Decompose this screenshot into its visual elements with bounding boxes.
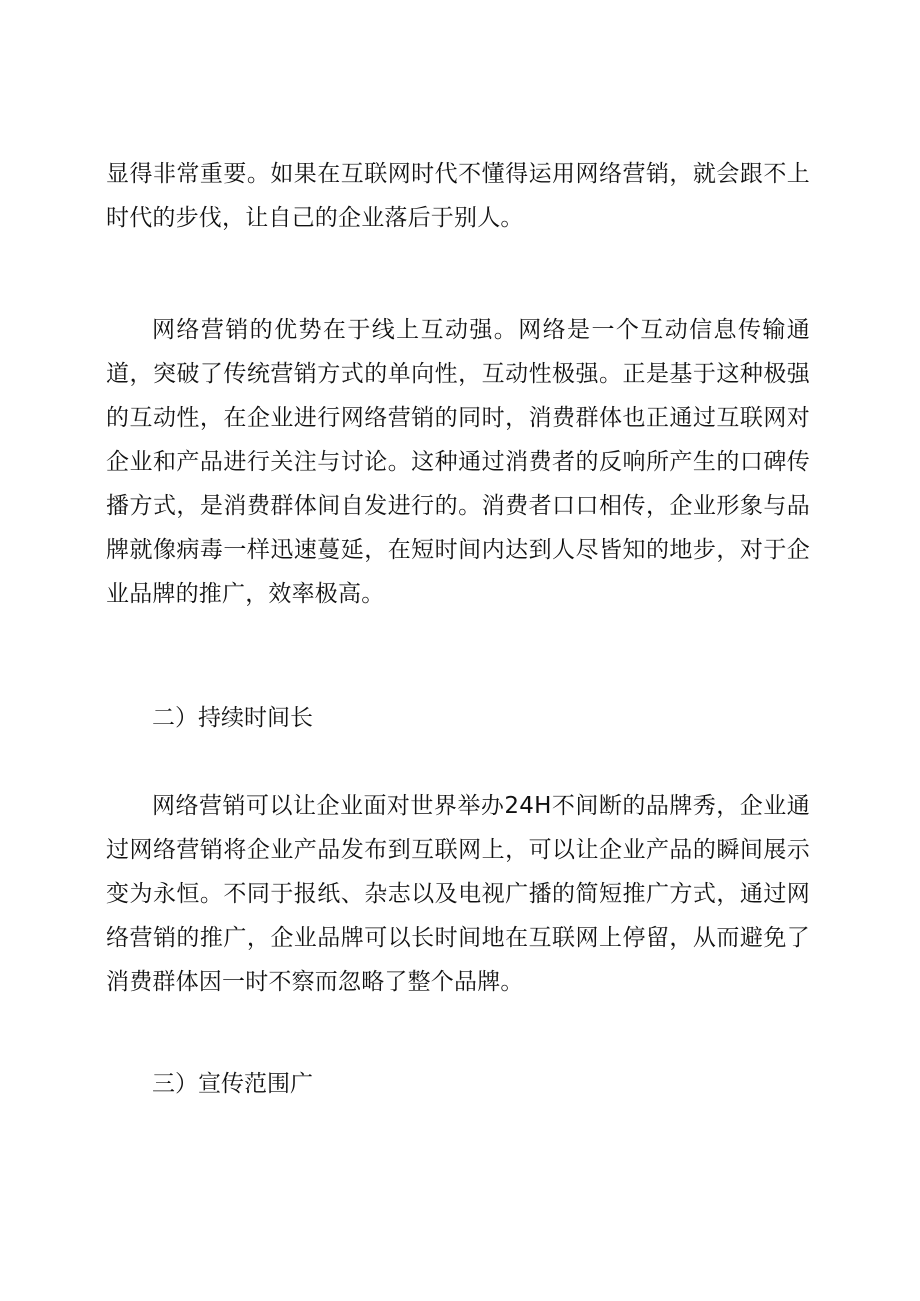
section-heading-reach: 三）宣传范围广	[152, 1071, 313, 1097]
section-heading-duration: 二）持续时间长	[152, 705, 313, 731]
paragraph-online-interaction: 网络营销的优势在于线上互动强。网络是一个互动信息传输通道，突破了传统营销方式的单向性，互动性极强。正是基于这种极强的互动性，在企业进行网络营销的同时，消费群体也正通过互联网对企业和产品进行关注与讨论。这种通过消费者的反响所产生的口碑传播方式，是消费群体间自发进行的。消费者口口相传，企业形象与品牌就像病毒一样迅速蔓延，在短时间内达到人尽皆知的地步，对于企业品牌的推广，效率极高。	[106, 317, 810, 607]
paragraph-long-duration: 网络营销可以让企业面对世界举办24H不间断的品牌秀，企业通过网络营销将企业产品发布到互联网上，可以让企业产品的瞬间展示变为永恒。不同于报纸、杂志以及电视广播的简短推广方式，通过网络营销的推广，企业品牌可以长时间地在互联网上停留，从而避免了消费群体因一时不察而忽略了整个品牌。	[106, 793, 810, 995]
paragraph-intro-continuation: 显得非常重要。如果在互联网时代不懂得运用网络营销，就会跟不上时代的步伐，让自己的企业落后于别人。	[106, 161, 810, 231]
